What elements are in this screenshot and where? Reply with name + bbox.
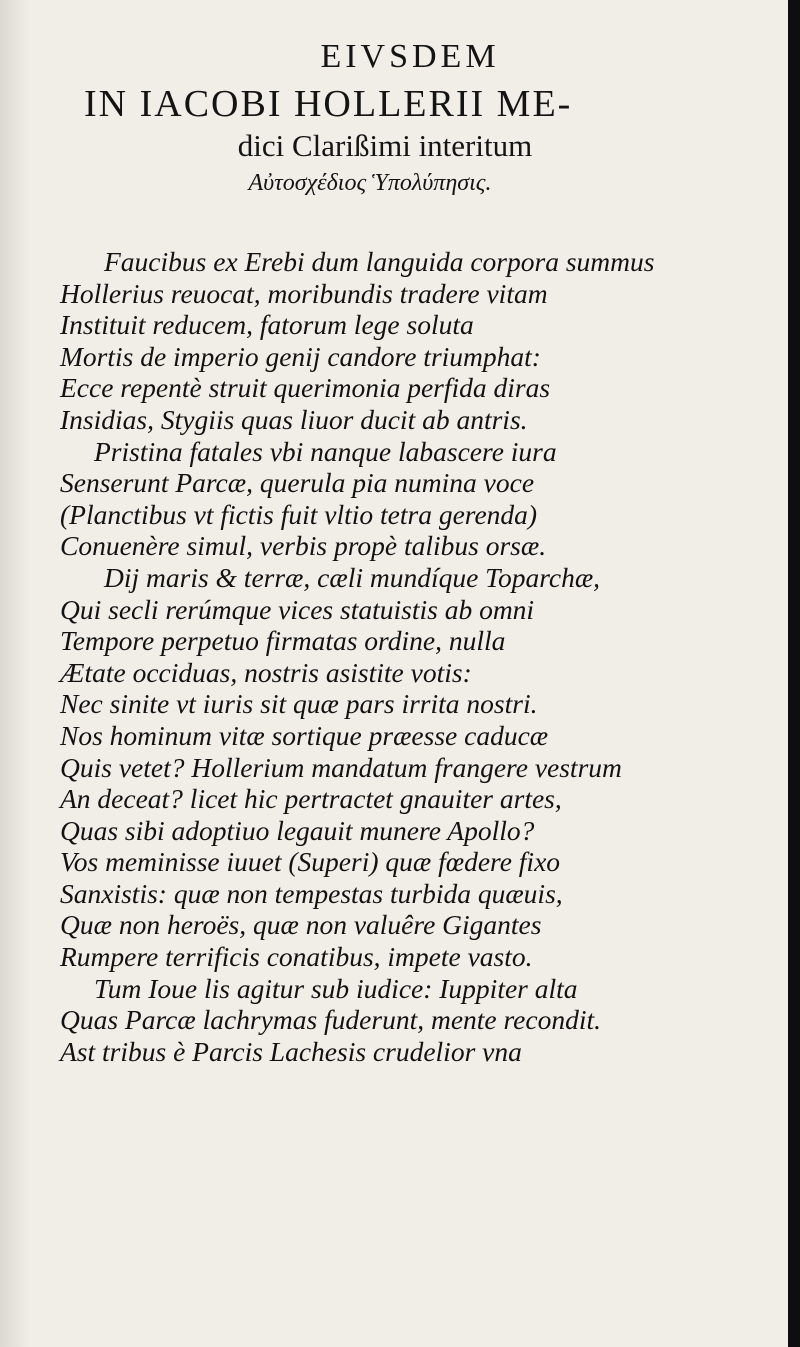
poem-line: Quas sibi adoptiuo legauit munere Apollo? — [60, 814, 535, 846]
page-gutter-shadow — [0, 0, 30, 1347]
poem-line: Tempore perpetuo firmatas ordine, nulla — [60, 625, 506, 657]
poem-line: Vos meminisse iuuet (Superi) quæ fœdere fixo — [60, 846, 561, 878]
heading-eiusdem: EIVSDEM — [320, 38, 500, 75]
poem-line: Tum Ioue lis agitur sub iudice: Iuppiter alta — [94, 972, 578, 1004]
poem-line: Conuenère simul, verbis propè talibus orsæ. — [60, 530, 547, 562]
poem-line: Pristina fatales vbi nanque labascere iura — [94, 435, 557, 467]
poem-line: Hollerius reuocat, moribundis tradere vitam — [60, 277, 548, 309]
poem-line: Ecce repentè struit querimonia perfida diras — [60, 372, 551, 404]
poem-body — [60, 246, 740, 1067]
poem-line: Mortis de imperio genij candore triumphat: — [60, 340, 541, 372]
poem-line: Ast tribus è Parcis Lachesis crudelior vna — [60, 1035, 522, 1067]
heading-subtitle: dici Clarißimi interitum — [237, 128, 533, 163]
heading-title: IN IACOBI HOLLERII ME- — [84, 83, 573, 125]
scan-border — [788, 0, 800, 1347]
poem-line: Dij maris & terræ, cæli mundíque Toparchæ, — [104, 561, 601, 593]
poem-line: Senserunt Parcæ, querula pia numina voce — [60, 467, 535, 499]
poem-line: Quæ non heroës, quæ non valuêre Gigantes — [60, 909, 542, 941]
poem-line: Ætate occiduas, nostris asistite votis: — [60, 656, 472, 688]
poem-line: Faucibus ex Erebi dum languida corpora summus — [104, 246, 655, 277]
poem-line: Instituit reducem, fatorum lege soluta — [60, 309, 474, 341]
poem-line: Quis vetet? Hollerium mandatum frangere vestrum — [60, 751, 622, 783]
poem-line: An deceat? licet hic pertractet gnauiter artes, — [60, 783, 562, 815]
poem-line: Qui secli rerúmque vices statuistis ab omni — [60, 593, 535, 625]
poem-line: Nos hominum vitæ sortique præesse caducæ — [60, 719, 549, 751]
poem-line: (Planctibus vt fictis fuit vltio tetra gerenda) — [60, 498, 538, 530]
poem-line: Quas Parcæ lachrymas fuderunt, mente recondit. — [60, 1004, 602, 1036]
poem-line: Rumpere terrificis conatibus, impete vasto. — [60, 941, 533, 973]
poem-line: Insidias, Stygiis quas liuor ducit ab antris. — [60, 403, 528, 435]
poem-line: Nec sinite vt iuris sit quæ pars irrita nostri. — [60, 688, 538, 720]
heading-greek: Αὐτοσχέδιος Ὑπολύπησις. — [248, 170, 492, 196]
poem-line: Sanxistis: quæ non tempestas turbida quæuis, — [60, 877, 563, 909]
